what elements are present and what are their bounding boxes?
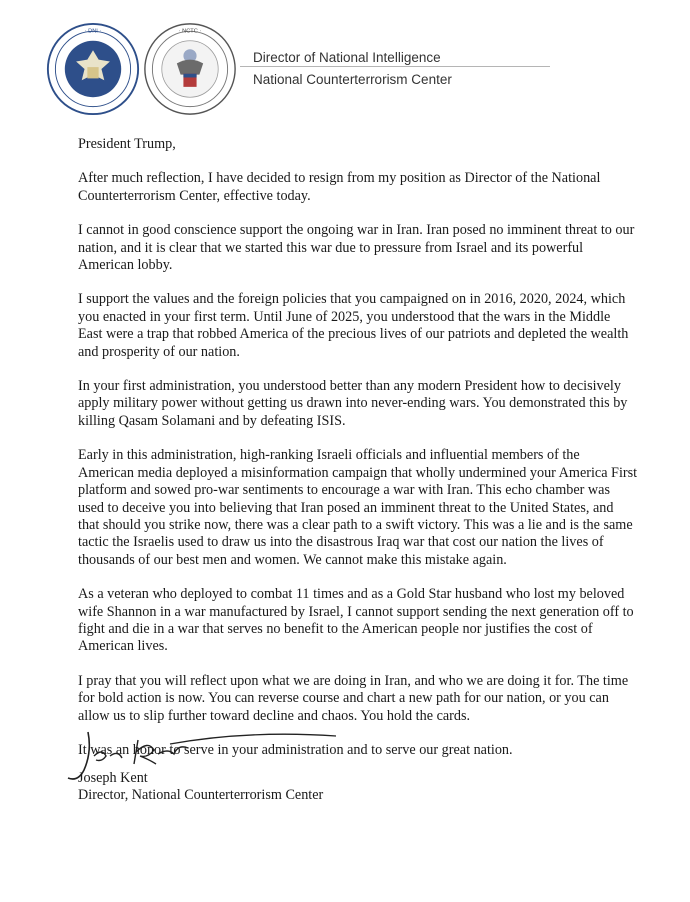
letterhead-rule <box>240 66 550 67</box>
signature-block <box>78 770 323 805</box>
paragraph-7: I pray that you will reflect upon what we are doing in Iran, and who we are doing it for. The time for bold action is now. You can reverse course and chart a new path for our nation, or you can allow us to slip further toward decline and chaos. You hold the cards. <box>78 672 629 724</box>
letterhead-line-1: Director of National Intelligence <box>253 50 441 65</box>
paragraph-2: I cannot in good conscience support the ongoing war in Iran. Iran posed no imminent threat to our nation, and it is clear that we started this war due to pressure from Israel and its powerful American lobby. <box>78 222 635 274</box>
paragraph-8: It was an honor to serve in your administration and to serve our great nation. <box>78 741 513 758</box>
signer-title: Director, National Counterterrorism Center <box>78 787 324 804</box>
svg-text:· NCTC ·: · NCTC · <box>178 28 202 35</box>
letterhead-line-2: National Counterterrorism Center <box>253 72 452 87</box>
letter-body <box>78 136 638 776</box>
dni-seal-icon <box>46 22 140 116</box>
svg-text:· DNI ·: · DNI · <box>84 28 102 35</box>
signer-name: Joseph Kent <box>78 770 148 786</box>
paragraph-3: I support the values and the foreign policies that you campaigned on in 2016, 2020, 2024, which you enacted in your first term. Until June of 2025, you understood that the wars in the Middle East were a trap that robbed America of the precious lives of our patriots and depleted the wealth and prosperity of our nation. <box>78 291 629 360</box>
paragraph-5: Early in this administration, high-ranking Israeli officials and influential members of the American media deployed a misinformation campaign that wholly undermined your America First platform and sowed pro-war sentiments to encourage a war with Iran. This echo chamber was used to deceive you into believing that Iran posed an imminent threat to the United States, and that should you strike now, there was a clear path to a swift victory. This was a lie and is the same tactic the Israelis used to draw us into the disastrous Iraq war that cost our nation the lives of thousands of our best men and women. We cannot make this mistake again. <box>78 447 638 568</box>
salutation: President Trump, <box>78 136 176 152</box>
paragraph-1: After much reflection, I have decided to resign from my position as Director of the National Counterterrorism Center, effective today. <box>78 170 601 204</box>
paragraph-4: In your first administration, you understood better than any modern President how to decisively apply military power without getting us drawn into never-ending wars. You demonstrated this by killing Qasam Solamani and by defeating ISIS. <box>78 378 628 429</box>
letterhead <box>40 18 660 118</box>
nctc-seal-icon <box>143 22 237 116</box>
paragraph-6: As a veteran who deployed to combat 11 times and as a Gold Star husband who lost my beloved wife Shannon in a war manufactured by Israel, I cannot support sending the next generation off to fight and die in a war that serves no benefit to the American people nor justifies the cost of American lives. <box>78 586 634 655</box>
